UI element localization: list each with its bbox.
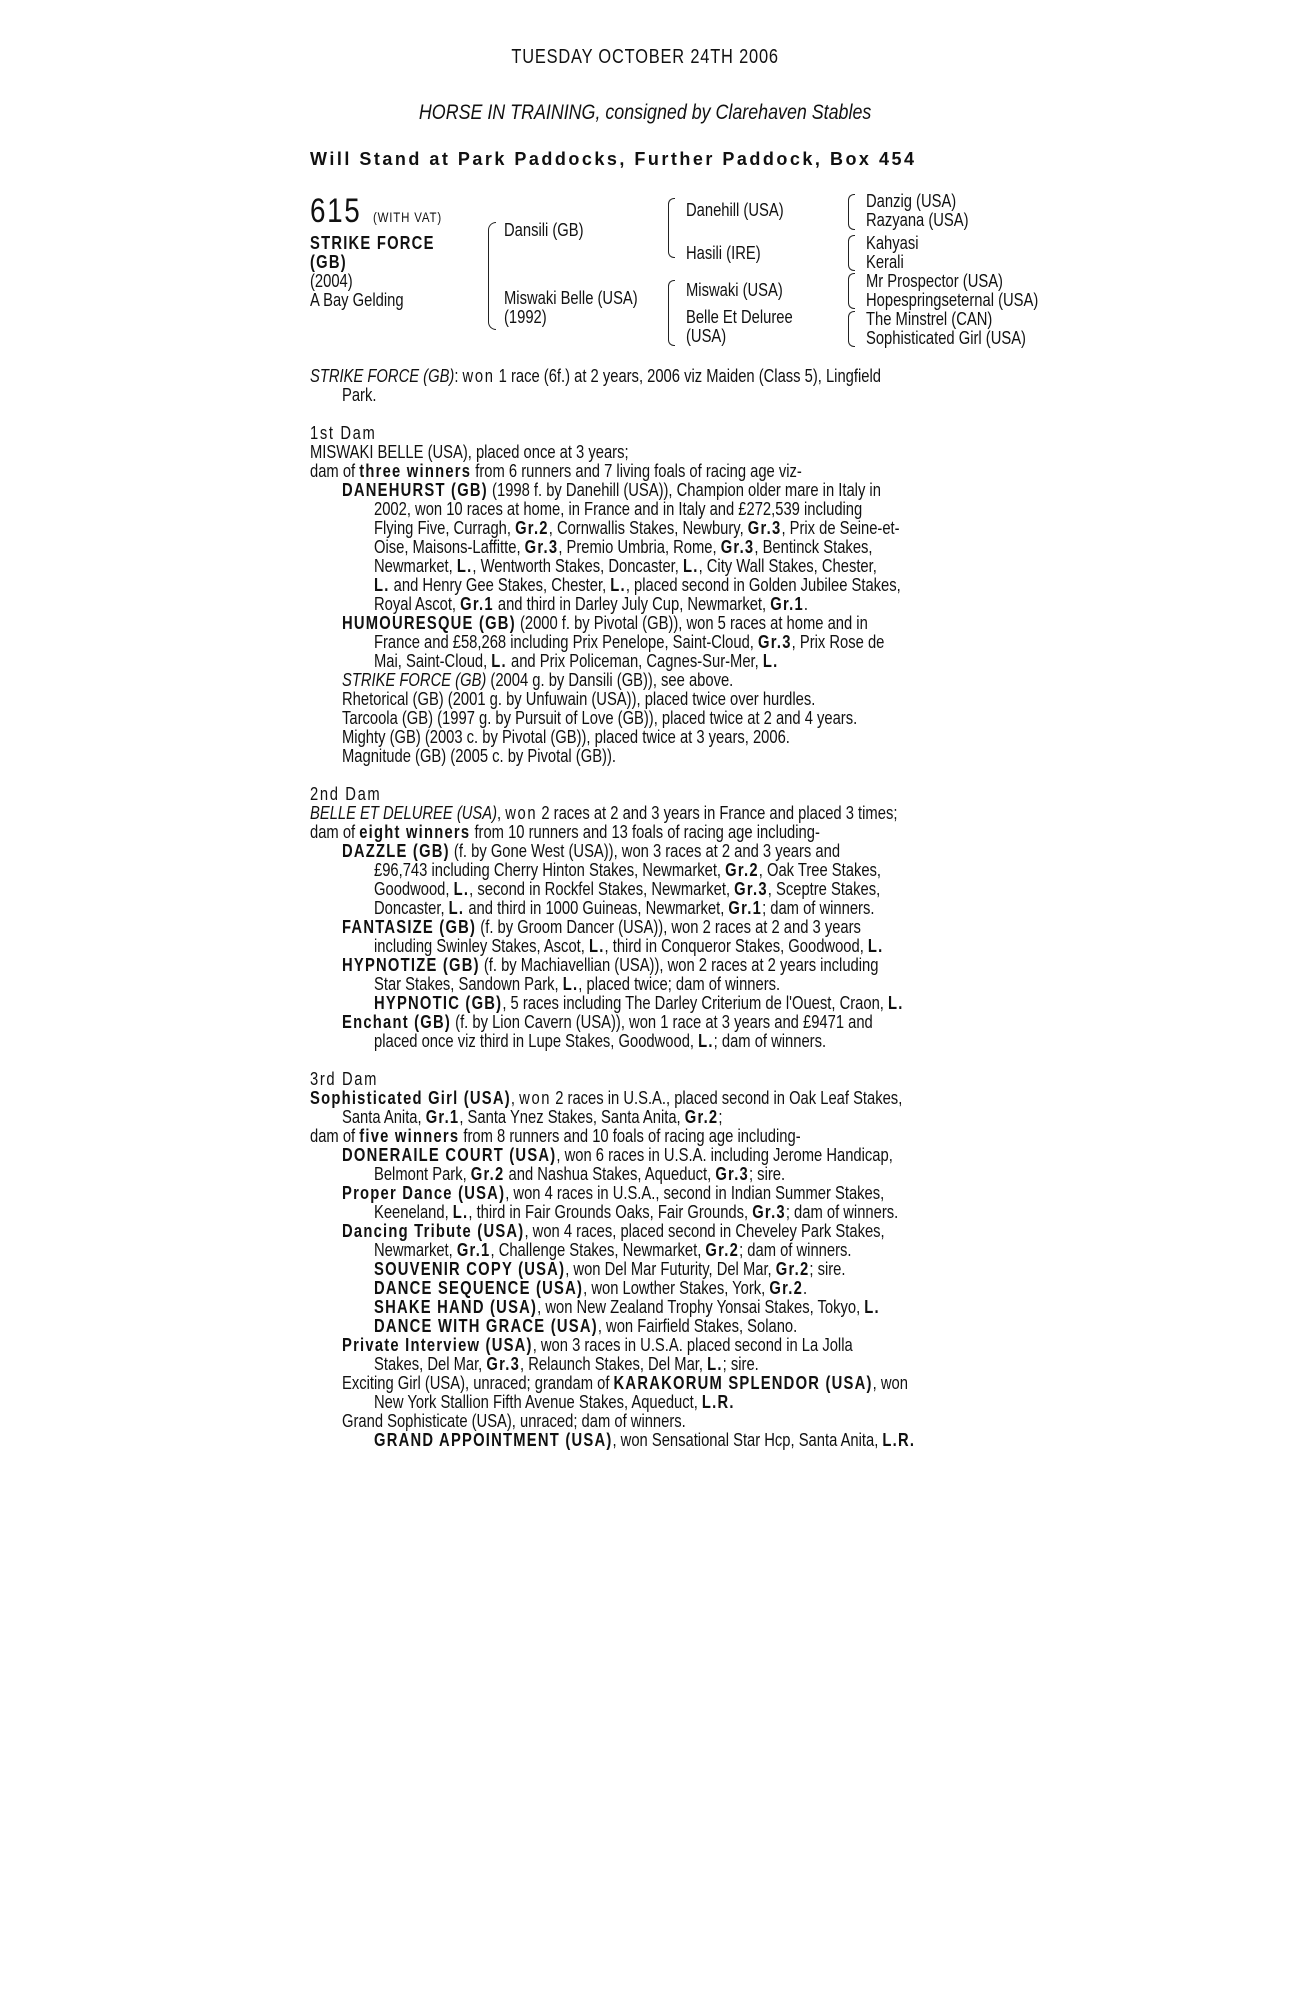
horse-country: (GB) <box>310 252 347 272</box>
text: Oise, Maisons-Laffitte, <box>374 537 525 557</box>
text: , Premio Umbria, Rome, <box>558 537 721 557</box>
produce-entry-cont <box>374 519 900 538</box>
text: £96,743 including Cherry Hinton Stakes, Newmarket, <box>374 860 726 880</box>
produce-entry-cont <box>374 557 877 576</box>
produce-entry <box>374 1298 880 1317</box>
ggp-7: The Minstrel (CAN) <box>866 309 993 329</box>
text: , won Lowther Stakes, York, <box>583 1278 770 1298</box>
horse-year: (2004) <box>310 271 353 291</box>
ggp-1: Danzig (USA) <box>866 191 957 211</box>
grade: Gr.3 <box>720 537 755 557</box>
grade: L. <box>588 936 605 956</box>
grade: Gr.1 <box>425 1107 460 1127</box>
produce-entry: Mighty (GB) (2003 c. by Pivotal (GB)), placed twice at 3 years, 2006. <box>342 727 790 747</box>
grade: Gr.3 <box>752 1202 786 1222</box>
text: 2 races in U.S.A., placed second in Oak Leaf Stakes, <box>551 1088 903 1108</box>
produce-entry <box>342 918 861 937</box>
winners-count: three winners <box>359 461 472 481</box>
text: ; sire. <box>809 1259 846 1279</box>
grade: L. <box>562 974 579 994</box>
second-dam-produce <box>310 823 820 842</box>
text: , Prix de Seine-et- <box>781 518 900 538</box>
dam-year: (1992) <box>504 307 547 327</box>
produce-entry-cont: 2002, won 10 races at home, in France and in Italy and £272,539 including <box>374 499 863 519</box>
text: , Relaunch Stakes, Del Mar, <box>520 1354 708 1374</box>
text: , <box>510 1088 520 1108</box>
horse-name: HYPNOTIZE (GB) <box>342 955 480 975</box>
produce-entry-cont <box>374 1032 826 1051</box>
text: . <box>803 1278 808 1298</box>
horse-name: FANTASIZE (GB) <box>342 917 477 937</box>
produce-entry-cont <box>374 576 901 595</box>
text: Newmarket, <box>374 556 457 576</box>
text: New York Stallion Fifth Avenue Stakes, Aqueduct, <box>374 1392 702 1412</box>
grade: L. <box>867 936 884 956</box>
produce-entry: Rhetorical (GB) (2001 g. by Unfuwain (USA)), placed twice over hurdles. <box>342 689 816 709</box>
text: . <box>803 594 808 614</box>
text: dam of <box>310 1126 360 1146</box>
produce-entry <box>342 1013 873 1032</box>
text: , won Fairfield Stakes, Solano. <box>597 1316 798 1336</box>
text: ; dam of winners. <box>785 1202 899 1222</box>
text: ; dam of winners. <box>713 1031 827 1051</box>
text: , won 4 races in U.S.A., second in Indian Summer Stakes, <box>505 1183 885 1203</box>
text: , Prix Rose de <box>791 632 885 652</box>
horse-name: DANEHURST (GB) <box>342 480 488 500</box>
winners-count: eight winners <box>359 822 471 842</box>
text: Doncaster, <box>374 898 449 918</box>
horse-description: A Bay Gelding <box>310 290 404 310</box>
pedigree-brace-1 <box>488 222 496 330</box>
grade: Gr.1 <box>770 594 804 614</box>
ggp-8: Sophisticated Girl (USA) <box>866 328 1026 348</box>
grade: L. <box>887 993 904 1013</box>
text: , second in Rockfel Stakes, Newmarket, <box>469 879 735 899</box>
text: (f. by Gone West (USA)), won 3 races at 2 and 3 years and <box>449 841 841 861</box>
pedigree-brace-2 <box>668 198 675 258</box>
sire: Dansili (GB) <box>504 220 584 240</box>
text: , won 6 races in U.S.A. including Jerome Handicap, <box>556 1145 893 1165</box>
produce-entry-cont <box>374 1355 759 1374</box>
text: 2 races at 2 and 3 years in France and placed 3 times; <box>537 803 898 823</box>
grade: L. <box>456 556 473 576</box>
text: , <box>497 803 506 823</box>
pedigree-brace-5 <box>848 235 855 271</box>
text: Mai, Saint-Cloud, <box>374 651 492 671</box>
produce-entry <box>374 1317 797 1336</box>
vat-note: (WITH VAT) <box>373 209 442 225</box>
grade: L. <box>491 651 507 671</box>
text: and Henry Gee Stakes, Chester, <box>389 575 611 595</box>
text: , Sceptre Stakes, <box>767 879 881 899</box>
produce-entry-cont <box>374 1393 735 1412</box>
sire-dam: Hasili (IRE) <box>686 243 761 263</box>
text: , won 4 races, placed second in Cheveley Park Stakes, <box>524 1221 885 1241</box>
text: and third in 1000 Guineas, Newmarket, <box>464 898 729 918</box>
ggp-3: Kahyasi <box>866 233 919 253</box>
produce-entry-cont <box>374 861 881 880</box>
produce-entry <box>342 1184 884 1203</box>
horse-name: Dancing Tribute (USA) <box>342 1221 525 1241</box>
horse-name: SOUVENIR COPY (USA) <box>374 1259 566 1279</box>
text: , City Wall Stakes, Chester, <box>698 556 877 576</box>
text: (2004 g. by Dansili (GB)), see above. <box>486 670 734 690</box>
third-dam-heading: 3rd Dam <box>310 1069 379 1089</box>
grade: Gr.3 <box>734 879 768 899</box>
horse-name: DAZZLE (GB) <box>342 841 450 861</box>
produce-entry-cont <box>374 899 874 918</box>
horse-name: GRAND APPOINTMENT (USA) <box>374 1430 613 1450</box>
text: dam of <box>310 461 360 481</box>
produce-entry: Magnitude (GB) (2005 c. by Pivotal (GB)). <box>342 746 616 766</box>
text: , won Del Mar Futurity, Del Mar, <box>565 1259 776 1279</box>
text: (f. by Groom Dancer (USA)), won 2 races at 2 and 3 years <box>476 917 861 937</box>
grade: Gr.2 <box>769 1278 804 1298</box>
produce-entry: Grand Sophisticate (USA), unraced; dam of winners. <box>342 1411 686 1431</box>
grade: Gr.3 <box>524 537 559 557</box>
racing-summary: STRIKE FORCE (GB): won 1 race (6f.) at 2 years, 2006 viz Maiden (Class 5), Lingfield <box>310 366 881 386</box>
text: Flying Five, Curragh, <box>374 518 516 538</box>
horse-name: STRIKE FORCE (GB) <box>342 670 487 690</box>
text: dam of <box>310 822 360 842</box>
text: Belmont Park, <box>374 1164 471 1184</box>
dam: Miswaki Belle (USA) <box>504 288 638 308</box>
summary-horse-name: STRIKE FORCE (GB) <box>310 366 455 386</box>
racing-summary-cont: Park. <box>342 385 377 405</box>
second-dam-heading: 2nd Dam <box>310 784 382 804</box>
text: , Santa Ynez Stakes, Santa Anita, <box>459 1107 685 1127</box>
text: Exciting Girl (USA), unraced; grandam of <box>342 1373 614 1393</box>
first-dam-produce <box>310 462 802 481</box>
text: (2000 f. by Pivotal (GB)), won 5 races at home and in <box>515 613 868 633</box>
grade: Gr.2 <box>775 1259 810 1279</box>
text: , won New Zealand Trophy Yonsai Stakes, Tokyo, <box>537 1297 865 1317</box>
text: , third in Conqueror Stakes, Goodwood, <box>604 936 868 956</box>
grade: L.R. <box>701 1392 735 1412</box>
grade: Gr.1 <box>728 898 763 918</box>
text: (f. by Machiavellian (USA)), won 2 races at 2 years including <box>479 955 879 975</box>
produce-entry <box>342 671 733 690</box>
produce-entry-cont <box>374 538 873 557</box>
horse-name: DANCE SEQUENCE (USA) <box>374 1278 584 1298</box>
produce-entry-cont <box>374 937 883 956</box>
produce-entry-cont <box>374 1203 898 1222</box>
produce-entry: Tarcoola (GB) (1997 g. by Pursuit of Love (GB)), placed twice at 2 and 4 years. <box>342 708 858 728</box>
dam-sire: Miswaki (USA) <box>686 280 783 300</box>
produce-entry-cont <box>374 595 808 614</box>
second-dam-line <box>310 804 897 823</box>
grade: L. <box>374 575 390 595</box>
text: and Nashua Stakes, Aqueduct, <box>504 1164 716 1184</box>
dam-dam: Belle Et Deluree <box>686 307 793 327</box>
text: placed once viz third in Lupe Stakes, Goodwood, <box>374 1031 699 1051</box>
lot-number-text: 615 <box>310 192 362 230</box>
text: ; dam of winners. <box>762 898 875 918</box>
grade: Gr.3 <box>758 632 792 652</box>
pedigree-brace-3 <box>668 280 675 346</box>
produce-entry <box>342 614 868 633</box>
grade: L. <box>610 575 626 595</box>
pedigree-brace-7 <box>848 311 855 347</box>
text: , placed second in Golden Jubilee Stakes, <box>625 575 901 595</box>
ggp-4: Kerali <box>866 252 904 272</box>
text: including Swinley Stakes, Ascot, <box>374 936 589 956</box>
consignment-text: HORSE IN TRAINING, consigned by Clarehaven Stables <box>418 101 872 124</box>
produce-entry-cont <box>374 975 780 994</box>
grade: Gr.2 <box>515 518 549 538</box>
horse-name: Private Interview (USA) <box>342 1335 533 1355</box>
produce-entry <box>342 481 881 500</box>
produce-entry-cont <box>374 652 778 671</box>
location-line: Will Stand at Park Paddocks, Further Paddock, Box 454 <box>310 149 917 169</box>
first-dam-line: MISWAKI BELLE (USA), placed once at 3 years; <box>310 442 629 462</box>
text: from 8 runners and 10 foals of racing age including- <box>459 1126 801 1146</box>
produce-entry <box>374 994 904 1013</box>
text: (1998 f. by Danehill (USA)), Champion older mare in Italy in <box>487 480 881 500</box>
text: ; <box>718 1107 723 1127</box>
produce-entry <box>342 1146 893 1165</box>
horse-name: Proper Dance (USA) <box>342 1183 506 1203</box>
grade: Gr.2 <box>705 1240 740 1260</box>
horse-name: HUMOURESQUE (GB) <box>342 613 516 633</box>
consignment-line <box>0 101 1290 125</box>
text: Stakes, Del Mar, <box>374 1354 487 1374</box>
text: , third in Fair Grounds Oaks, Fair Grounds, <box>468 1202 753 1222</box>
grade: L.R. <box>882 1430 916 1450</box>
sire-sire: Danehill (USA) <box>686 200 784 220</box>
grade: L. <box>762 651 779 671</box>
text: , Wentworth Stakes, Doncaster, <box>472 556 683 576</box>
produce-entry <box>342 1374 908 1393</box>
text: Star Stakes, Sandown Park, <box>374 974 563 994</box>
grade: Gr.3 <box>715 1164 749 1184</box>
grade: Gr.1 <box>456 1240 491 1260</box>
text: Keeneland, <box>374 1202 453 1222</box>
ggp-6: Hopespringseternal (USA) <box>866 290 1039 310</box>
horse-name: DONERAILE COURT (USA) <box>342 1145 557 1165</box>
text: won <box>505 803 538 823</box>
lot-number <box>310 192 373 231</box>
text: , won <box>872 1373 908 1393</box>
text: , Cornwallis Stakes, Newbury, <box>548 518 748 538</box>
grade: Gr.2 <box>725 860 759 880</box>
produce-entry <box>374 1260 845 1279</box>
text: , won 3 races in U.S.A. placed second in La Jolla <box>532 1335 853 1355</box>
text: ; dam of winners. <box>739 1240 852 1260</box>
text: ; sire. <box>748 1164 786 1184</box>
produce-entry <box>342 956 878 975</box>
text: France and £58,268 including Prix Penelope, Saint-Cloud, <box>374 632 759 652</box>
horse-name: HYPNOTIC (GB) <box>374 993 503 1013</box>
text: (f. by Lion Cavern (USA)), won 1 race at 3 years and £9471 and <box>451 1012 873 1032</box>
grade: Gr.3 <box>486 1354 521 1374</box>
pedigree-brace-6 <box>848 273 855 309</box>
text: ; sire. <box>722 1354 759 1374</box>
third-dam-line-cont <box>342 1108 722 1127</box>
grade: L. <box>452 1202 469 1222</box>
grade: L. <box>698 1031 714 1051</box>
grade: L. <box>448 898 465 918</box>
winners-count: five winners <box>359 1126 460 1146</box>
produce-entry-cont <box>374 1165 785 1184</box>
produce-entry-cont <box>374 880 880 899</box>
summary-won: won <box>462 366 495 386</box>
pedigree-brace-4 <box>848 194 855 230</box>
text: and Prix Policeman, Cagnes-Sur-Mer, <box>506 651 763 671</box>
text: and third in Darley July Cup, Newmarket, <box>493 594 771 614</box>
text: , Challenge Stakes, Newmarket, <box>490 1240 706 1260</box>
third-dam-produce <box>310 1127 801 1146</box>
third-dam-line <box>310 1089 902 1108</box>
horse-name: DANCE WITH GRACE (USA) <box>374 1316 598 1336</box>
grade: Gr.2 <box>684 1107 719 1127</box>
produce-entry-cont <box>374 1241 851 1260</box>
text: from 6 runners and 7 living foals of racing age viz- <box>471 461 802 481</box>
produce-entry-cont <box>374 633 884 652</box>
produce-entry <box>342 1222 885 1241</box>
produce-entry <box>374 1279 807 1298</box>
text: , won Sensational Star Hcp, Santa Anita, <box>612 1430 883 1450</box>
summary-text: 1 race (6f.) at 2 years, 2006 viz Maiden (Class 5), Lingfield <box>498 366 881 386</box>
first-dam-heading: 1st Dam <box>310 423 377 443</box>
text: Royal Ascot, <box>374 594 461 614</box>
produce-entry <box>374 1431 915 1450</box>
produce-entry <box>342 1336 853 1355</box>
horse-name: Sophisticated Girl (USA) <box>310 1088 511 1108</box>
horse-name: STRIKE FORCE <box>310 233 435 253</box>
produce-entry <box>342 842 840 861</box>
ggp-5: Mr Prospector (USA) <box>866 271 1003 291</box>
grade: L. <box>453 879 470 899</box>
text: Santa Anita, <box>342 1107 426 1127</box>
grade: L. <box>682 556 699 576</box>
horse-name: KARAKORUM SPLENDOR (USA) <box>613 1373 873 1393</box>
ggp-2: Razyana (USA) <box>866 210 969 230</box>
text: , placed twice; dam of winners. <box>578 974 781 994</box>
grade: L. <box>707 1354 723 1374</box>
text: , 5 races including The Darley Criterium de l'Ouest, Craon, <box>502 993 888 1013</box>
grade: L. <box>864 1297 880 1317</box>
text: Newmarket, <box>374 1240 457 1260</box>
horse-name: Enchant (GB) <box>342 1012 452 1032</box>
horse-name: BELLE ET DELUREE (USA) <box>310 803 498 823</box>
grade: Gr.2 <box>470 1164 505 1184</box>
text: from 10 runners and 13 foals of racing age including- <box>470 822 820 842</box>
dam-dam-country: (USA) <box>686 326 727 346</box>
text: , Bentinck Stakes, <box>754 537 873 557</box>
text: , Oak Tree Stakes, <box>758 860 882 880</box>
text: Goodwood, <box>374 879 454 899</box>
sale-date <box>0 46 1290 69</box>
sale-date-text: TUESDAY OCTOBER 24TH 2006 <box>511 46 779 68</box>
grade: Gr.3 <box>747 518 782 538</box>
text: won <box>519 1088 552 1108</box>
horse-name: SHAKE HAND (USA) <box>374 1297 538 1317</box>
grade: Gr.1 <box>460 594 494 614</box>
